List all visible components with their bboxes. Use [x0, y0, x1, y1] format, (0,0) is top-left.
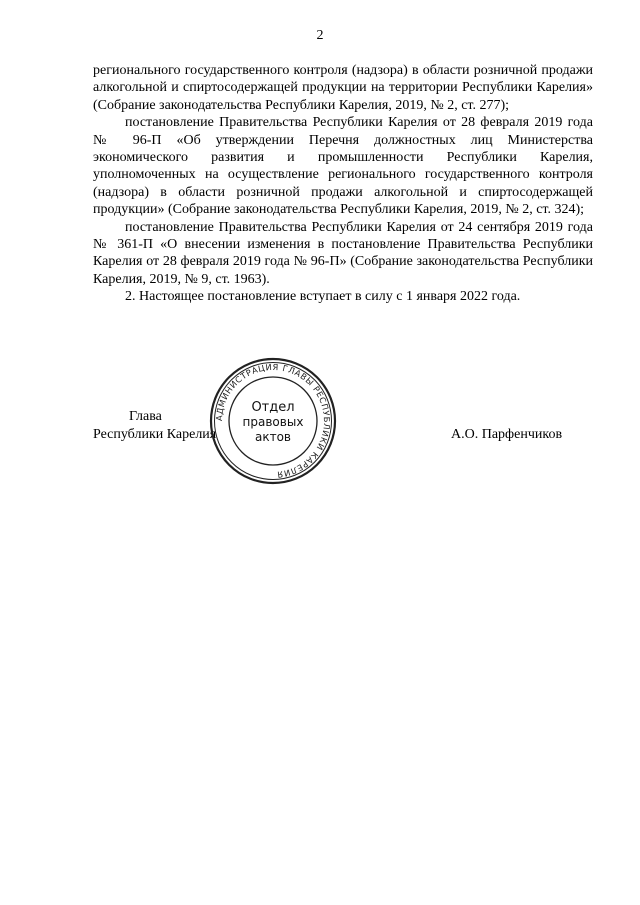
document-body — [93, 62, 593, 306]
page-number: 2 — [316, 28, 324, 43]
signature-name: А.О. Парфенчиков — [451, 427, 563, 442]
paragraph-4: 2. Настоящее постановление вступает в силу с 1 января 2022 года. — [125, 289, 521, 305]
signature-region: Республики Карелия — [93, 427, 217, 442]
official-stamp — [208, 356, 338, 486]
stamp-line-3: актов — [254, 430, 292, 444]
stamp-line-1: Отдел — [251, 400, 295, 415]
paragraph-3: постановление Правительства Республики Карелия от 24 сентября 2019 года № 361-П «О внесении изменения в постановление Правительства Республики Карелия от 28 февраля 2019 года № 96-П» (Собрание законодательства Республики Карелия, 2019, № 9, ст. 1963). — [93, 219, 593, 287]
paragraph-2: постановление Правительства Республики Карелия от 28 февраля 2019 года № 96-П «Об утверждении Перечня должностных лиц Министерства экономического развития и промышленности Республики Карелия, уполномоченных на осуществление регионального государственного контроля (надзора) в области розничной продажи алкогольной и спиртосодержащей продукции» (Собрание законодательства Республики Карелия, 2019, № 2, ст. 324); — [93, 115, 593, 218]
stamp-ring-text: АДМИНИСТРАЦИЯ ГЛАВЫ РЕСПУБЛИКИ КАРЕЛИЯ — [213, 361, 333, 480]
stamp-line-2: правовых — [242, 415, 304, 429]
signature-title: Глава — [129, 409, 162, 424]
paragraph-1: регионального государственного контроля (надзора) в области розничной продажи алкогольной и спиртосодержащей продукции на территории Республики Карелия» (Собрание законодательства Республики Карелия, 2019, № 2, ст. 277); — [93, 63, 593, 113]
